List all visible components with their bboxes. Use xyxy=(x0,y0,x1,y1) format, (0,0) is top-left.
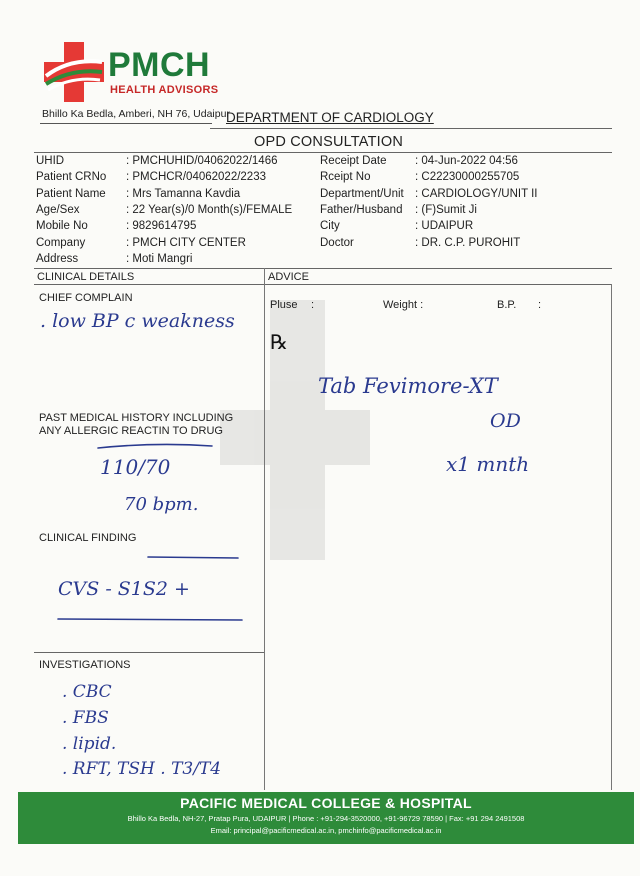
handwritten-rx-line-2: OD xyxy=(490,410,521,432)
clinical-finding-label: CLINICAL FINDING xyxy=(39,532,137,544)
logo-name: PMCH xyxy=(108,46,211,84)
chief-complain-label: CHIEF COMPLAIN xyxy=(39,292,133,304)
hospital-address: Bhillo Ka Bedla, Amberi, NH 76, Udaipur xyxy=(42,108,230,120)
investigations-label: INVESTIGATIONS xyxy=(39,659,131,671)
section-divider xyxy=(264,268,265,790)
handwritten-clinical-finding: CVS - S1S2 + xyxy=(58,578,190,600)
receipt-field-label: Receipt Date xyxy=(320,155,387,167)
receipt-field-value: : C22230000255705 xyxy=(415,171,520,184)
receipt-field-label: City xyxy=(320,220,340,233)
patient-field-value: : 22 Year(s)/0 Month(s)/FEMALE xyxy=(126,203,293,216)
receipt-field-value: : UDAIPUR xyxy=(415,220,474,233)
patient-field-value: : Moti Mangri xyxy=(126,252,193,265)
header-divider xyxy=(210,128,612,129)
bp-underline xyxy=(96,440,216,452)
patient-field-value: : PMCH CITY CENTER xyxy=(126,236,246,249)
patient-field-label: Mobile No xyxy=(36,220,88,233)
patient-field-value: : 9829614795 xyxy=(126,220,197,233)
department-title: DEPARTMENT OF CARDIOLOGY xyxy=(226,110,434,125)
footer-email: Email: principal@pacificmedical.ac.in, pmchinfo@pacificmedical.ac.in xyxy=(210,826,442,835)
footer-hospital-name: PACIFIC MEDICAL COLLEGE & HOSPITAL xyxy=(180,795,472,811)
patient-field-label: Age/Sex xyxy=(36,203,80,216)
advice-heading: ADVICE xyxy=(268,271,309,283)
patient-field-value: : PMCHUHID/04062022/1466 xyxy=(126,155,278,167)
patient-field-label: UHID xyxy=(36,155,65,167)
patient-field-label: Patient Name xyxy=(36,187,106,200)
past-history-label-2: ANY ALLERGIC REACTIN TO DRUG xyxy=(39,425,223,437)
receipt-field-label: Doctor xyxy=(320,236,354,249)
patient-field-value: : PMCHCR/04062022/2233 xyxy=(126,171,266,184)
address-underline xyxy=(40,123,212,124)
footer-address: Bhillo Ka Bedla, NH-27, Pratap Pura, UDAIPUR | Phone : +91-294-3520000, +91-96729 78590 | Fax: +91 294 2491508 xyxy=(127,814,525,823)
handwritten-investigation-2: . FBS xyxy=(62,708,109,728)
weight-label: Weight : xyxy=(383,299,424,311)
receipt-field-label: Rceipt No xyxy=(320,171,371,184)
logo-subtitle: HEALTH ADVISORS xyxy=(110,84,219,96)
receipt-field-value: : 04-Jun-2022 04:56 xyxy=(415,155,518,167)
receipt-field-value: : (F)Sumit Ji xyxy=(415,203,477,216)
right-border xyxy=(611,284,612,790)
handwritten-investigation-4: . RFT, TSH . T3/T4 xyxy=(62,759,222,779)
handwritten-pulse: 70 bpm. xyxy=(124,494,199,515)
section-top-border xyxy=(34,268,612,269)
past-history-label-1: PAST MEDICAL HISTORY INCLUDING xyxy=(39,412,234,424)
medical-cross-icon xyxy=(44,42,104,102)
finding-overline xyxy=(146,552,242,562)
patient-field-label: Company xyxy=(36,236,86,249)
finding-underline xyxy=(56,614,246,624)
pulse-label: Pluse xyxy=(270,299,298,311)
handwritten-investigation-3: . lipid. xyxy=(62,734,117,754)
rx-symbol: ℞ xyxy=(270,330,288,354)
handwritten-rx-line-3: x1 mnth xyxy=(446,452,530,476)
receipt-field-value: : CARDIOLOGY/UNIT II xyxy=(415,187,538,200)
patient-field-label: Address xyxy=(36,252,79,265)
handwritten-bp: 110/70 xyxy=(100,455,171,479)
form-title: OPD CONSULTATION xyxy=(254,134,404,150)
bp-colon: : xyxy=(538,299,542,311)
patient-field-label: Patient CRNo xyxy=(36,171,107,184)
pulse-colon: : xyxy=(311,299,315,311)
receipt-field-label: Department/Unit xyxy=(320,187,404,200)
clinical-details-heading: CLINICAL DETAILS xyxy=(37,271,135,283)
bp-label: B.P. xyxy=(497,299,517,311)
handwritten-chief-complain: . low BP c weakness xyxy=(40,310,235,332)
handwritten-investigation-1: . CBC xyxy=(62,682,112,702)
cross-watermark xyxy=(220,300,370,560)
footer-banner xyxy=(18,792,634,844)
receipt-field-value: : DR. C.P. PUROHIT xyxy=(415,236,521,249)
investigations-top-border xyxy=(34,652,264,653)
handwritten-rx-line-1: Tab Fevimore-XT xyxy=(318,374,498,398)
section-header-border xyxy=(34,284,612,285)
info-top-border xyxy=(34,152,612,153)
pmch-logo xyxy=(44,42,224,102)
patient-field-value: : Mrs Tamanna Kavdia xyxy=(126,187,241,200)
receipt-field-label: Father/Husband xyxy=(320,203,403,216)
